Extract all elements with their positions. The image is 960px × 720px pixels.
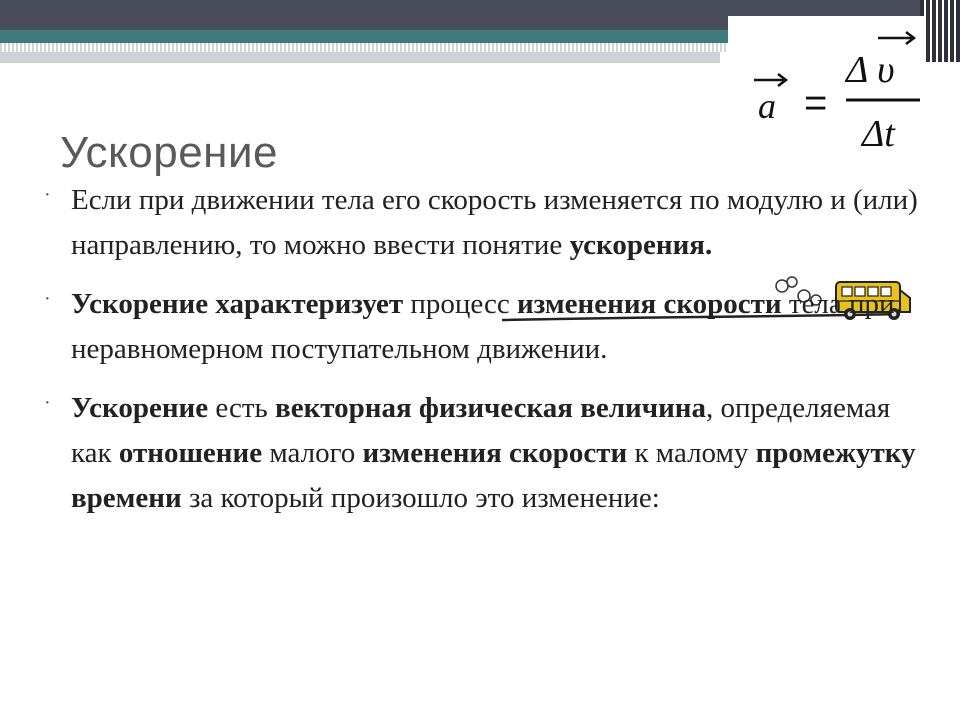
bullet-dot: · — [44, 392, 51, 414]
bullet-dot: · — [44, 288, 51, 310]
text-segment: за который произошло это изменение: — [181, 482, 660, 514]
bullet-item — [44, 282, 924, 372]
bold-segment: изменения скорости — [362, 437, 628, 469]
bullet-item — [44, 178, 924, 268]
text-segment: есть — [208, 392, 276, 424]
bold-segment: изменения скорости — [516, 288, 782, 320]
text-segment: процесс — [403, 288, 517, 320]
bullet-item — [44, 386, 924, 521]
acceleration-formula — [728, 16, 926, 166]
bold-segment: векторная физическая величина — [275, 392, 706, 424]
formula-denominator: Δt — [862, 113, 895, 155]
formula-equals: = — [804, 81, 828, 125]
bold-segment: промежутку времени — [71, 437, 916, 514]
formula-lhs: a — [758, 86, 776, 126]
text-segment: тела при неравномерном поступательном движении. — [71, 288, 895, 365]
text-segment: , определяемая как — [71, 392, 891, 469]
formula-image — [728, 16, 926, 166]
bullet-text — [71, 184, 918, 261]
bullet-text — [71, 392, 916, 514]
bullet-dot: · — [44, 184, 51, 206]
formula-numerator: Δ υ — [846, 49, 895, 91]
bold-segment: Ускорение характеризует — [71, 288, 404, 320]
text-segment: Если при движении тела его скорость изменяется по модулю и (или) направлению, то можно ввести понятие — [71, 184, 918, 261]
bold-segment: ускорения. — [569, 229, 713, 261]
text-segment: малого — [262, 437, 363, 469]
bullet-text — [71, 288, 895, 365]
text-segment: к малому — [627, 437, 756, 469]
bullet-list — [44, 178, 924, 521]
bold-segment: отношение — [118, 437, 263, 469]
header-band-grey — [0, 52, 720, 63]
header-right-bars — [920, 0, 960, 62]
slide-title: Ускорение — [60, 128, 279, 177]
bold-segment: Ускорение — [71, 392, 209, 424]
